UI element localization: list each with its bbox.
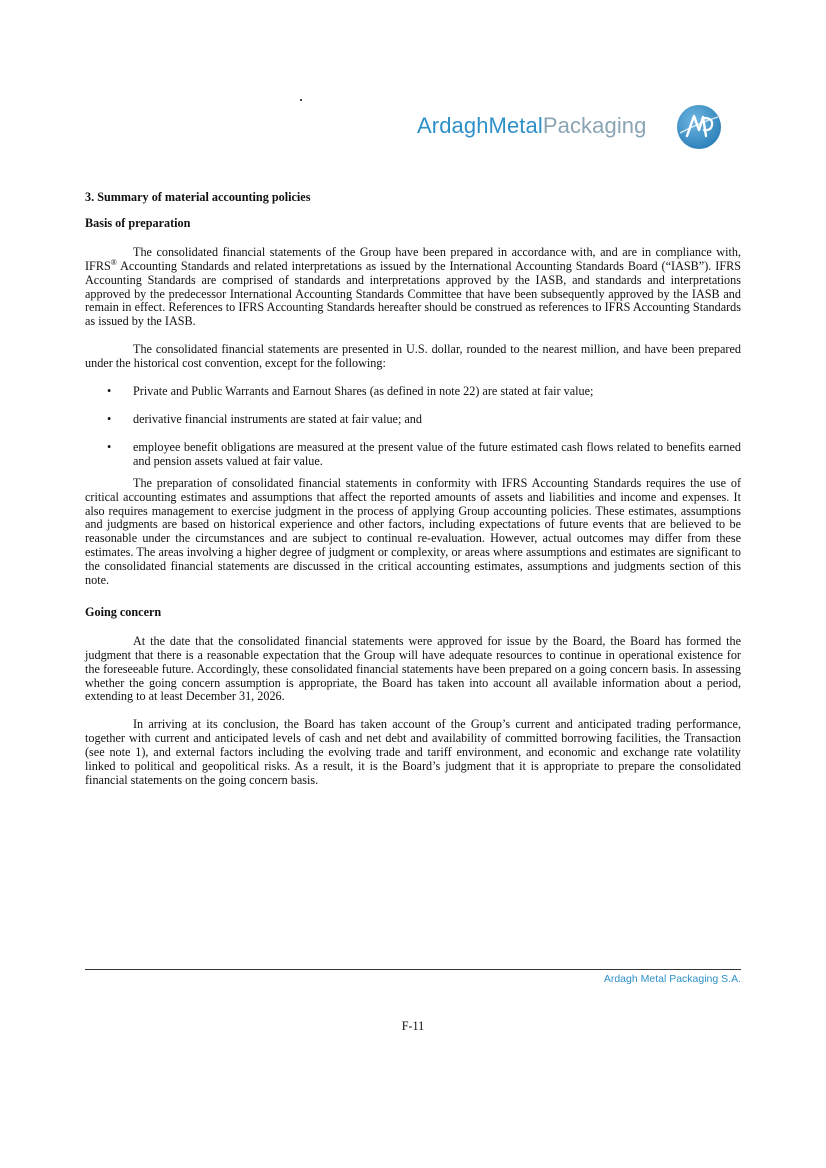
- logo-wordmark: [417, 113, 646, 139]
- page-number: F-11: [401, 1019, 425, 1033]
- basis-paragraph-3: The preparation of consolidated financial statements in conformity with IFRS Accounting Standards requires the use of critical accounting estimates and assumptions that affect the reported amounts of assets and liabilities and income and expenses. It also requires management to exercise judgment in the process of applying Group accounting policies. These estimates, assumptions and judgments are based on historical experience and other factors, including expectations of future events that are believed to be reasonable under the circumstances and are subject to continual re-evaluation. However, actual outcomes may differ from these estimates. The areas involving a higher degree of judgment or complexity, or areas where assumptions and estimates are significant to the consolidated financial statements are discussed in the critical accounting estimates, assumptions and judgments section of this note.: [85, 475, 741, 588]
- basis-of-preparation-heading: Basis of preparation: [85, 215, 191, 230]
- list-item-text: derivative financial instruments are stated at fair value; and: [133, 411, 422, 426]
- list-item-text: Private and Public Warrants and Earnout Shares (as defined in note 22) are stated at fair value;: [133, 384, 594, 399]
- registered-mark: ®: [110, 257, 117, 267]
- page-content: [85, 191, 741, 802]
- list-item: [85, 441, 741, 469]
- going-concern-paragraph-2: In arriving at its conclusion, the Board has taken account of the Group’s current and anticipated trading performance, together with current and anticipated levels of cash and net debt and availability of committed borrowing facilities, the Transaction (see note 1), and external factors including the evolving trade and tariff environment, and economic and exchange rate volatility linked to political and geopolitical risks. As a result, it is the Board’s judgment that it is appropriate to prepare the consolidated financial statements on the going concern basis.: [85, 717, 741, 787]
- basis-p1-text-b: Accounting Standards and related interpretations as issued by the International Accounting Standards Board (“IASB”). IFRS Accounting Standards are comprised of standards and interpretations approved by the IASB, and standards and interpretations approved by the predecessor International Accounting Standards Committee that have been subsequently approved by the IASB and remain in effect. References to IFRS Accounting Standards hereafter should be construed as references to IFRS Accounting Standards as issued by the IASB.: [85, 258, 741, 329]
- logo-word-ardagh: Ardagh: [417, 113, 489, 138]
- bullet-icon: •: [107, 439, 112, 454]
- basis-paragraph-2: The consolidated financial statements are presented in U.S. dollar, rounded to the nearest million, and have been prepared under the historical cost convention, except for the following:: [85, 342, 741, 371]
- going-concern-paragraph-1: At the date that the consolidated financial statements were approved for issue by the Board, the Board has formed the judgment that there is a reasonable expectation that the Group will have adequate resources to continue in operational existence for the foreseeable future. Accordingly, these consolidated financial statements have been prepared on a going concern basis. In assessing whether the going concern assumption is appropriate, the Board has taken into account all available information about a period, extending to at least December 31, 2026.: [85, 633, 741, 704]
- logo-word-metal: Metal: [488, 113, 543, 138]
- basis-p1-text-a: The consolidated financial statements of the Group have been prepared in accordance with, and are in compliance with, IFRS: [85, 244, 741, 273]
- list-item: [85, 413, 741, 427]
- going-concern-heading: Going concern: [85, 604, 162, 619]
- fair-value-list: [85, 385, 741, 469]
- footer-divider: [85, 969, 741, 970]
- logo-word-packaging: Packaging: [542, 113, 647, 138]
- footer-company-name: Ardagh Metal Packaging S.A.: [603, 973, 741, 985]
- company-logo: [417, 103, 727, 153]
- stray-dot: [300, 99, 302, 101]
- amp-logo-icon: [675, 103, 723, 151]
- bullet-icon: •: [107, 384, 112, 399]
- bullet-icon: •: [107, 411, 112, 426]
- section-title: 3. Summary of material accounting policies: [85, 190, 311, 204]
- list-item-text: employee benefit obligations are measured at the present value of the future estimated cash flows related to benefits earned and pension assets valued at fair value.: [133, 439, 741, 468]
- list-item: [85, 385, 741, 399]
- basis-paragraph-1: [85, 246, 741, 329]
